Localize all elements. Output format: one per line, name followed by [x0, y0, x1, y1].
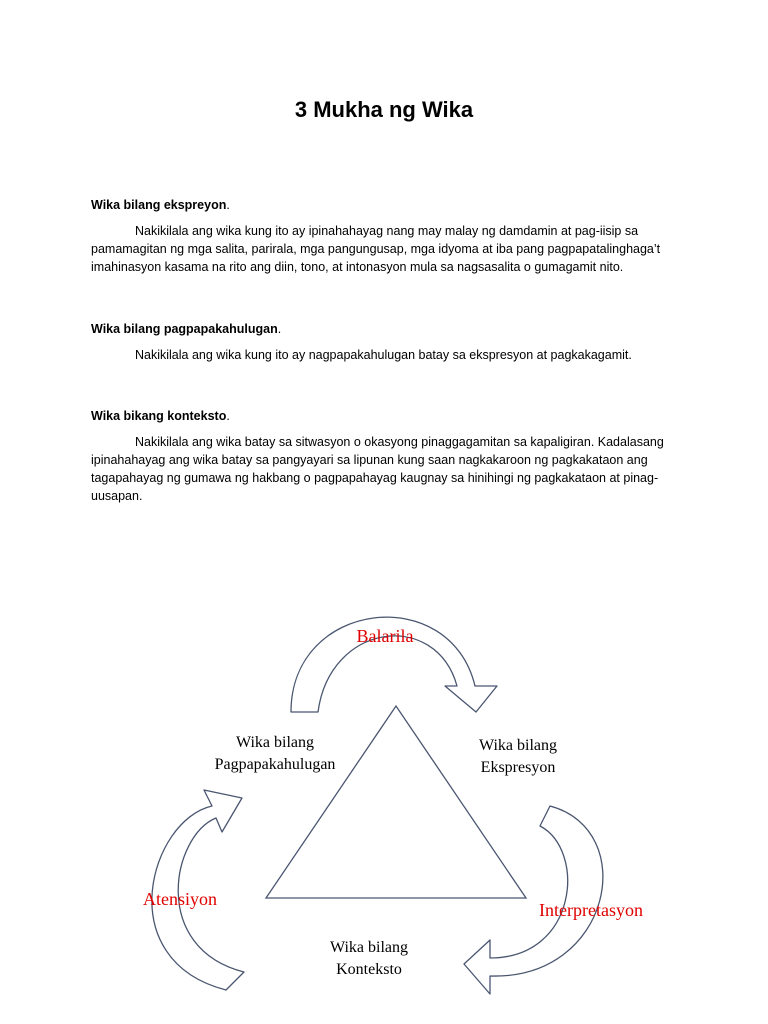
node-konteksto-line1: Wika bilang: [330, 939, 408, 956]
section-heading: Wika bilang ekspreyon.: [91, 198, 230, 212]
section-heading: Wika bikang konteksto.: [91, 409, 230, 423]
section-pagpapakahulugan: [91, 320, 681, 364]
arrow-label-atensiyon: Atensiyon: [143, 889, 217, 909]
node-pagpapakahulugan-line2: Pagpapakahulugan: [214, 756, 336, 773]
node-ekspresyon-line2: Ekspresyon: [480, 759, 556, 776]
section-paragraph: Nakikilala ang wika kung ito ay ipinahahayag nang may malay ng damdamin at pag-iisip sa pamamagitan ng mga salita, parirala, mga pangungusap, mga idyoma at iba pang pagpapatalinghaga’t imahinasyon kasama na rito ang diin, tono, at intonasyon mula sa nagsasalita o gumagamit nito.: [91, 224, 661, 274]
page-title: 3 Mukha ng Wika: [294, 97, 474, 122]
arrow-label-interpretasyon: Interpretasyon: [539, 900, 643, 920]
section-paragraph: Nakikilala ang wika kung ito ay nagpapakahulugan batay sa ekspresyon at pagkakagamit.: [135, 348, 632, 362]
section-paragraph: Nakikilala ang wika batay sa sitwasyon o okasyong pinaggagamitan sa kapaligiran. Kadalasang ipinahahayag ang wika batay sa pangyayari sa lipunan kung saan nagkakaroon ng pagkakataon ang tagapahayag ng gumawa ng hakbang o pagpapahayag kaugnay sa hinihingi ng pagkakataon at pinag-uusapan.: [91, 435, 664, 503]
arrow-label-balarila: Balarila: [356, 626, 414, 646]
section-ekspresyon: [91, 196, 681, 276]
section-konteksto: [91, 407, 681, 505]
section-heading: Wika bilang pagpapakahulugan.: [91, 322, 282, 336]
node-pagpapakahulugan-line1: Wika bilang: [236, 734, 314, 751]
node-ekspresyon-line1: Wika bilang: [479, 737, 557, 754]
language-faces-diagram: [0, 600, 768, 1024]
node-konteksto-line2: Konteksto: [336, 961, 402, 978]
